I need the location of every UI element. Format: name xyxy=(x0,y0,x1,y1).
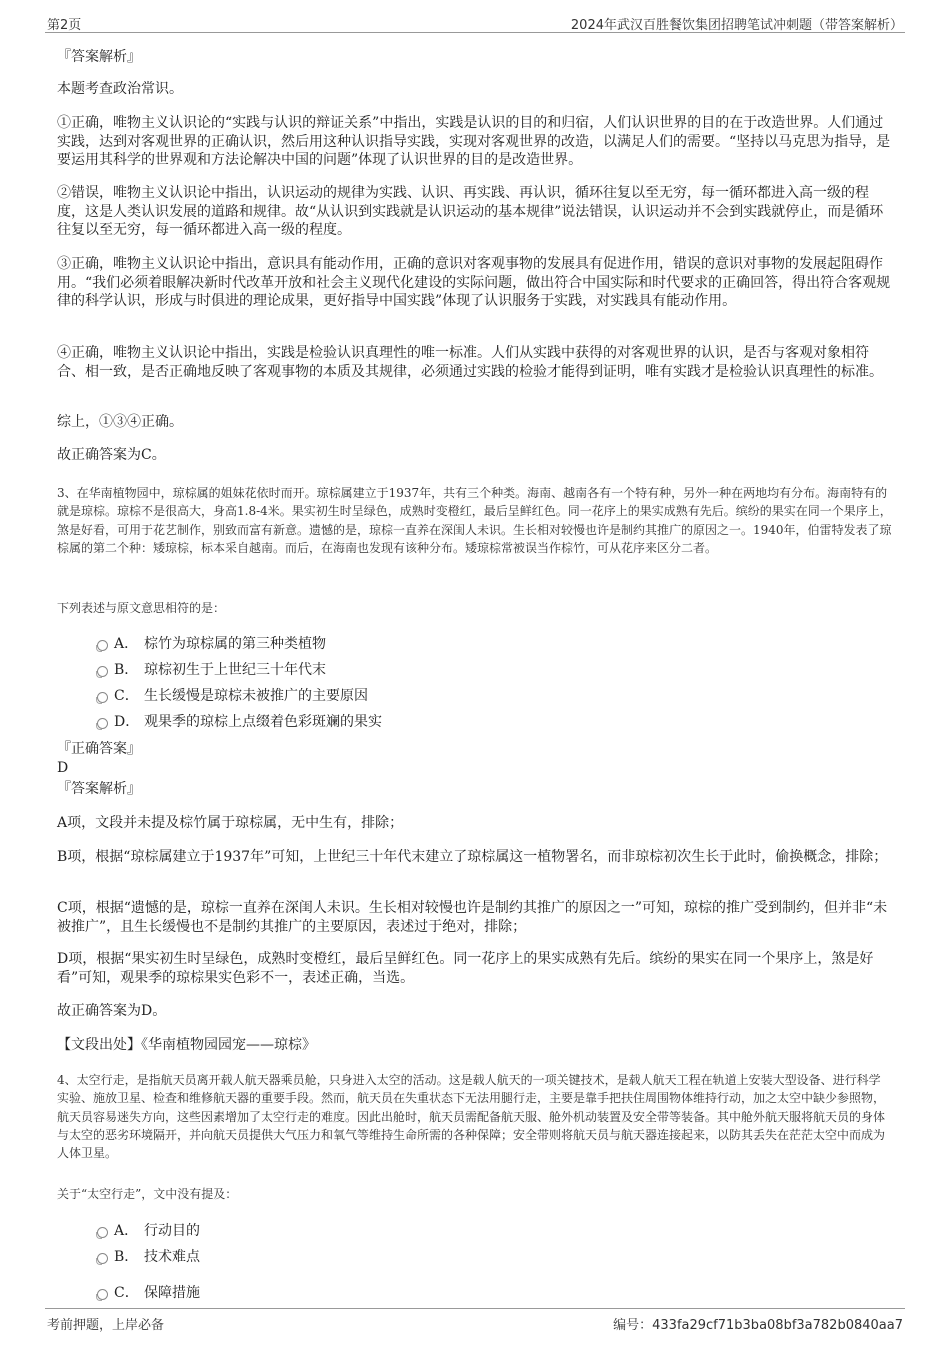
analysis-conclusion: 故正确答案为C。 xyxy=(57,447,166,463)
option-letter: A． xyxy=(114,1223,139,1239)
analysis-point-2: ②错误，唯物主义认识论中指出，认识运动的规律为实践、认识、再实践、再认识，循环往复以至无穷，每一循环都进入高一级的程度，这是人类认识发展的道路和规律。故“从认识到实践就是认识运动的基本规律”说法错误，认识运动并不会到实践就停止，而是循环往复以至无穷，每一循环都进入高一级的程度。 xyxy=(57,185,884,238)
correct-answer: D xyxy=(57,760,69,776)
radio-icon[interactable] xyxy=(97,718,108,729)
analysis-point-1: ①正确，唯物主义认识论的“实践与认识的辩证关系”中指出，实践是认识的目的和归宿，人们认识世界的目的在于改造世界。人们通过实践，达到对客观世界的正确认识，然后用这种认识指导实践，实现对客观世界的改造，以满足人们的需要。“坚持以马克思为指导，是要运用其科学的世界观和方法论解决中国的问题”体现了认识世界的目的是改造世界。 xyxy=(57,115,891,168)
footer-slogan: 考前押题，上岸必备 xyxy=(47,1318,165,1333)
document-id: 编号：433fa29cf71b3ba08bf3a782b0840aa7 xyxy=(613,1318,903,1333)
analysis-heading: 『答案解析』 xyxy=(57,781,141,797)
analysis-option-c: C项，根据“遗憾的是，琼棕一直养在深闺人未识。生长相对较慢也许是制约其推广的原因之一”可知，琼棕的推广受到制约，但并非“未被推广”，且生长缓慢也不是制约其推广的主要原因，表述过于绝对，排除； xyxy=(57,900,888,935)
option-letter: D． xyxy=(114,714,140,730)
analysis-option-b: B项，根据“琼棕属建立于1937年”可知，上世纪三十年代末建立了琼棕属这一植物署名，而非琼棕初次生长于此时，偷换概念，排除； xyxy=(57,849,888,865)
correct-answer-heading: 『正确答案』 xyxy=(57,741,141,757)
option-letter: B． xyxy=(114,1249,139,1265)
option-letter: A． xyxy=(114,636,139,652)
analysis-heading: 『答案解析』 xyxy=(57,49,141,65)
analysis-point-4: ④正确，唯物主义认识论中指出，实践是检验认识真理性的唯一标准。人们从实践中获得的对客观世界的认识，是否与客观对象相符合、相一致，是否正确地反映了客观事物的本质及其规律，必须通过实践的检验才能得到证明，唯有实践才是检验认识真理性的标准。 xyxy=(57,345,883,380)
question-3-stem: 下列表述与原文意思相符的是： xyxy=(57,601,226,615)
question-3-passage: 3、在华南植物园中，琼棕属的姐妹花依时而开。琼棕属建立于1937年，共有三个种类。海南、越南各有一个特有种，另外一种在两地均有分布。海南特有的就是琼棕。琼棕不是很高大，身高1.8-4米。果实初生时呈绿色，成熟时变橙红，最后呈鲜红色。同一花序上的果实成熟有先后。缤纷的果实在同一个果序上，煞是好看，可用于花艺制作，别致而富有新意。遗憾的是，琼棕一直养在深闺人未识。生长相对较慢也许是制约其推广的原因之一。1940年，伯雷特发表了琼棕属的第二个种：矮琼棕，标本采自越南。而后，在海南也发现有该种分布。矮琼棕常被误当作棕竹，可从花序来区分二者。 xyxy=(57,486,892,555)
page-header xyxy=(45,12,905,33)
radio-icon[interactable] xyxy=(97,1227,108,1238)
analysis-point-3: ③正确，唯物主义认识论中指出，意识具有能动作用，正确的意识对客观事物的发展具有促进作用，错误的意识对事物的发展起阻碍作用。“我们必须着眼解决新时代改革开放和社会主义现代化建设的实际问题，做出符合中国实际和时代要求的正确回答，得出符合客观规律的科学认识，形成与时俱进的理论成果，更好指导中国实践”体现了认识服务于实践，对实践具有能动作用。 xyxy=(57,256,891,309)
document-title: 2024年武汉百胜餐饮集团招聘笔试冲刺题（带答案解析） xyxy=(570,18,903,33)
radio-icon[interactable] xyxy=(97,692,108,703)
page-number: 第2页 xyxy=(47,18,82,33)
question-4-stem: 关于“太空行走”，文中没有提及： xyxy=(57,1187,238,1201)
text-source: 【文段出处】《华南植物园园宠——琼棕》 xyxy=(57,1037,316,1053)
option-letter: B． xyxy=(114,662,139,678)
radio-icon[interactable] xyxy=(97,640,108,651)
radio-icon[interactable] xyxy=(97,1253,108,1264)
option-text: 观果季的琼棕上点缀着色彩斑斓的果实 xyxy=(144,714,382,730)
option-text: 保障措施 xyxy=(144,1285,200,1301)
analysis-summary: 综上，①③④正确。 xyxy=(57,414,183,430)
option-text: 技术难点 xyxy=(144,1249,200,1265)
analysis-option-a: A项，文段并未提及棕竹属于琼棕属，无中生有，排除； xyxy=(57,815,404,831)
analysis-intro: 本题考查政治常识。 xyxy=(57,81,183,97)
question-4-passage: 4、太空行走，是指航天员离开载人航天器乘员舱，只身进入太空的活动。这是载人航天的一项关键技术，是载人航天工程在轨道上安装大型设备、进行科学实验、施放卫星、检查和维修航天器的重要手段。然而，航天员在失重状态下无法用腿行走，主要是靠手把扶住周围物体维持行动，加之太空中缺少参照物，航天员容易迷失方向，这些因素增加了太空行走的难度。因此出舱时，航天员需配备航天服、舱外机动装置及安全带等装备。其中舱外航天服将航天员的身体与太空的恶劣环境隔开，并向航天员提供大气压力和氧气等维持生命所需的各种保障；安全带则将航天员与航天器连接起来，以防其丢失在茫茫太空中而成为人体卫星。 xyxy=(57,1073,886,1161)
option-text: 行动目的 xyxy=(144,1223,200,1239)
option-text: 棕竹为琼棕属的第三种类植物 xyxy=(144,636,326,652)
option-text: 生长缓慢是琼棕未被推广的主要原因 xyxy=(144,688,368,704)
radio-icon[interactable] xyxy=(97,1289,108,1300)
radio-icon[interactable] xyxy=(97,666,108,677)
option-text: 琼棕初生于上世纪三十年代末 xyxy=(144,662,326,678)
analysis-option-d: D项，根据“果实初生时呈绿色，成熟时变橙红，最后呈鲜红色。同一花序上的果实成熟有先后。缤纷的果实在同一个果序上，煞是好看”可知，观果季的琼棕果实色彩不一，表述正确，当选。 xyxy=(57,951,874,986)
analysis-conclusion: 故正确答案为D。 xyxy=(57,1003,167,1019)
page-footer xyxy=(45,1308,905,1333)
option-letter: C． xyxy=(114,688,139,704)
option-letter: C． xyxy=(114,1285,139,1301)
